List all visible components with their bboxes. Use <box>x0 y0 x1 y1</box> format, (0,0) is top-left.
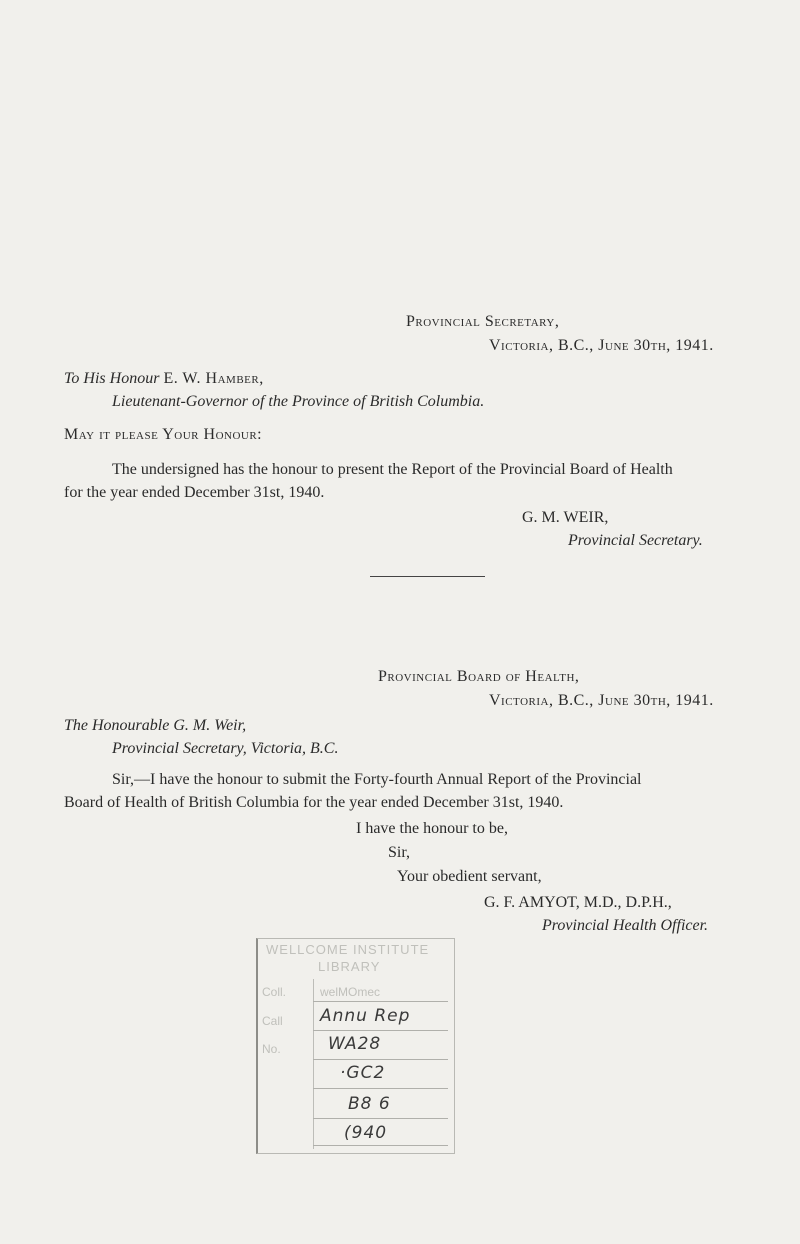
stamp-hand-line1: Annu Rep <box>320 1006 411 1026</box>
stamp-hand-line5: (940 <box>344 1123 388 1143</box>
letter2-recipient-title: Provincial Secretary, Victoria, B.C. <box>112 740 339 757</box>
stamp-row-line <box>313 1030 448 1031</box>
letter1-recipient-line <box>64 369 264 389</box>
letter2-closing3: Your obedient servant, <box>397 868 542 885</box>
letter2-body-line2: Board of Health of British Columbia for the year ended December 31st, 1940. <box>64 794 564 811</box>
stamp-hand-line3: ·GC2 <box>340 1063 386 1083</box>
letter1-to: To His Honour <box>64 370 160 387</box>
letter2-signatory-title: Provincial Health Officer. <box>542 917 709 934</box>
stamp-row-line <box>313 1145 448 1146</box>
letter2-closing1: I have the honour to be, <box>356 820 508 837</box>
letter1-address: May it please Your Honour: <box>64 426 263 443</box>
letter2-dateline: Victoria, B.C., June 30th, 1941. <box>489 692 714 709</box>
letter2-signatory: G. F. AMYOT, M.D., D.P.H., <box>484 894 672 911</box>
stamp-no-label: No. <box>262 1042 281 1056</box>
stamp-row-line <box>313 1088 448 1089</box>
letter1-sender: Provincial Secretary, <box>406 313 560 330</box>
stamp-row-line <box>313 1001 448 1002</box>
stamp-hand-line2: WA28 <box>328 1034 382 1054</box>
letter2-body-line1: Sir,—I have the honour to submit the Forty-fourth Annual Report of the Provincial <box>112 771 642 788</box>
letter1-dateline: Victoria, B.C., June 30th, 1941. <box>489 337 714 354</box>
letter2-sender: Provincial Board of Health, <box>378 668 580 685</box>
letter1-body-line2: for the year ended December 31st, 1940. <box>64 484 325 501</box>
letter1-recipient-name: E. W. Hamber, <box>163 370 264 387</box>
letter1-signatory-title: Provincial Secretary. <box>568 532 703 549</box>
stamp-row-line <box>313 1059 448 1060</box>
letter1-signatory: G. M. WEIR, <box>522 509 609 526</box>
letter1-recipient-title: Lieutenant-Governor of the Province of British Columbia. <box>112 393 485 410</box>
stamp-row-line <box>313 1118 448 1119</box>
section-divider <box>370 576 485 577</box>
letter1-body-line1: The undersigned has the honour to present the Report of the Provincial Board of Health <box>112 461 673 478</box>
letter2-closing2: Sir, <box>388 844 411 861</box>
letter2-recipient-name: The Honourable G. M. Weir, <box>64 717 247 734</box>
stamp-hand-line4: B8 6 <box>348 1094 391 1114</box>
stamp-coll-label: Coll. <box>262 985 287 999</box>
stamp-line2: LIBRARY <box>318 959 381 974</box>
stamp-coll-value: welMOmec <box>320 985 381 999</box>
stamp-line1: WELLCOME INSTITUTE <box>266 942 430 957</box>
stamp-call-label: Call <box>262 1014 283 1028</box>
stamp-divider <box>313 979 314 1149</box>
library-stamp <box>256 938 455 1154</box>
